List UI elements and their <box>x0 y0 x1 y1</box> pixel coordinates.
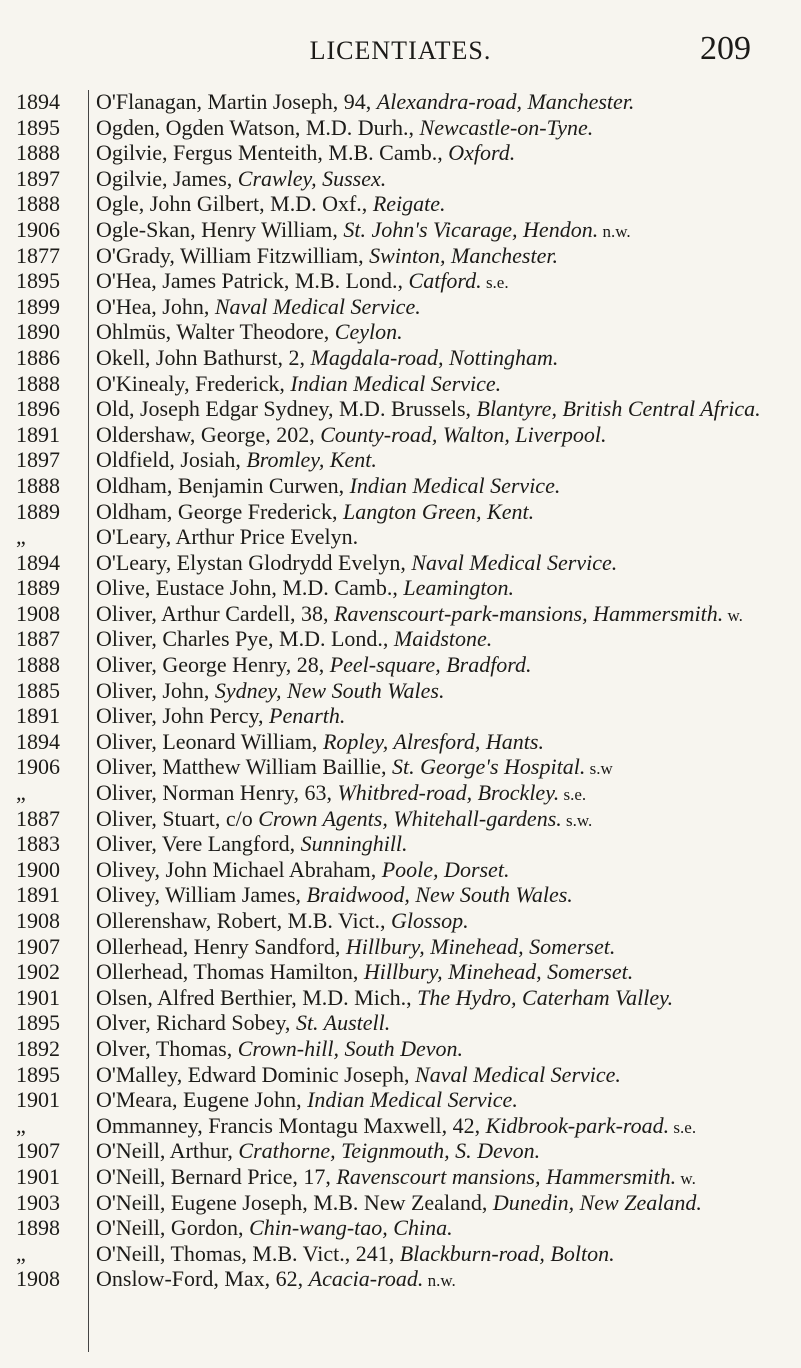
entry-text <box>86 474 766 500</box>
entry-text <box>86 500 766 526</box>
page-number: 209 <box>700 30 751 67</box>
entry-district: w. <box>723 605 743 625</box>
entry-name: Oldfield, Josiah, <box>96 447 247 473</box>
entry-text <box>86 1037 766 1063</box>
entry-address: Blackburn-road, Bolton. <box>399 1240 615 1266</box>
list-item <box>0 858 801 884</box>
entry-address: Sydney, New South Wales. <box>214 677 445 703</box>
entry-year: 1892 <box>16 1035 60 1061</box>
entry-name: Ogle-Skan, Henry William, <box>96 216 344 242</box>
entry-year: 1894 <box>16 728 60 754</box>
entry-text <box>86 935 766 961</box>
entry-name: Olsen, Alfred Berthier, M.D. Mich., <box>96 984 418 1010</box>
entry-year: 1897 <box>16 447 60 473</box>
entry-year: 1887 <box>16 805 60 831</box>
entry-address: Hillbury, Minehead, Somerset. <box>345 933 616 959</box>
entry-address: Braidwood, New South Wales. <box>306 882 573 908</box>
entry-year: 1901 <box>16 1087 60 1113</box>
entry-address: Indian Medical Service. <box>290 370 502 396</box>
entry-address: Ropley, Alresford, Hants. <box>322 728 544 754</box>
entry-text <box>86 1242 766 1268</box>
entry-text <box>86 1191 766 1217</box>
list-item <box>0 883 801 909</box>
entry-year: „ <box>16 524 26 550</box>
list-item <box>0 1165 801 1191</box>
entry-address: Magdala-road, Nottingham. <box>310 344 559 370</box>
entry-text <box>86 627 766 653</box>
list-item <box>0 1088 801 1114</box>
entry-text <box>86 1267 766 1293</box>
entry-text <box>86 397 766 423</box>
entry-address: Poole, Dorset. <box>381 856 510 882</box>
entry-text <box>86 602 766 628</box>
list-item <box>0 807 801 833</box>
list-item <box>0 551 801 577</box>
entry-text <box>86 704 766 730</box>
entry-address: Crathorne, Teignmouth, S. Devon. <box>238 1138 541 1164</box>
entry-year: 1901 <box>16 984 60 1010</box>
entry-address: Crown Agents, Whitehall-gardens. <box>258 805 562 831</box>
entry-address: Oxford. <box>448 140 516 166</box>
entry-name: O'Neill, Arthur, <box>96 1138 239 1164</box>
entry-text <box>86 218 766 244</box>
entry-year: 1898 <box>16 1215 60 1241</box>
entry-name: O'Kinealy, Frederick, <box>96 370 291 396</box>
entry-name: O'Neill, Eugene Joseph, M.B. New Zealand, <box>96 1189 493 1215</box>
entry-name: Olver, Thomas, <box>96 1035 238 1061</box>
entry-year: 1894 <box>16 549 60 575</box>
entry-year: 1885 <box>16 677 60 703</box>
entry-text <box>86 883 766 909</box>
entry-address: Maidstone. <box>393 626 493 652</box>
list-item <box>0 730 801 756</box>
entry-text <box>86 1063 766 1089</box>
entry-text <box>86 1011 766 1037</box>
entry-address: Penarth. <box>269 703 346 729</box>
entry-text <box>86 909 766 935</box>
entry-address: Indian Medical Service. <box>349 472 561 498</box>
entry-year: 1886 <box>16 344 60 370</box>
entry-name: Oliver, Norman Henry, 63, <box>96 780 338 806</box>
list-item <box>0 474 801 500</box>
entry-year: 1887 <box>16 626 60 652</box>
entry-year: 1890 <box>16 319 60 345</box>
entry-district: n.w. <box>423 1271 456 1291</box>
entry-address: St. George's Hospital. <box>392 754 586 780</box>
entry-name: O'Hea, James Patrick, M.B. Lond., <box>96 268 409 294</box>
list-item <box>0 244 801 270</box>
entry-year: 1903 <box>16 1189 60 1215</box>
entry-address: Blantyre, British Central Africa. <box>476 396 761 422</box>
entry-name: Oliver, John Percy, <box>96 703 270 729</box>
entry-year: „ <box>16 1112 26 1138</box>
entry-name: Oliver, George Henry, 28, <box>96 652 330 678</box>
entry-address: Newcastle-on-Tyne. <box>419 114 594 140</box>
entry-year: „ <box>16 1240 26 1266</box>
entry-address: Acacia-road. <box>308 1266 424 1292</box>
entry-address: Leamington. <box>403 575 514 601</box>
entry-name: Ogilvie, Fergus Menteith, M.B. Camb., <box>96 140 449 166</box>
entry-address: Whitbred-road, Brockley. <box>337 780 560 806</box>
list-item <box>0 346 801 372</box>
entry-name: Oliver, Vere Langford, <box>96 831 301 857</box>
entry-address: Alexandra-road, Manchester. <box>376 89 635 114</box>
list-item <box>0 832 801 858</box>
list-item <box>0 653 801 679</box>
entry-year: 1906 <box>16 216 60 242</box>
entry-name: Ollerenshaw, Robert, M.B. Vict., <box>96 908 392 933</box>
entry-text <box>86 1114 766 1140</box>
entry-text <box>86 730 766 756</box>
entry-address: Naval Medical Service. <box>415 1061 621 1087</box>
entry-address: Ravenscourt-park-mansions, Hammersmith. <box>334 600 724 626</box>
entry-district: n.w. <box>598 221 631 241</box>
entry-address: Hillbury, Minehead, Somerset. <box>363 959 634 985</box>
entry-name: Oldham, George Frederick, <box>96 498 344 524</box>
list-item <box>0 500 801 526</box>
entry-address: Naval Medical Service. <box>411 549 618 575</box>
entry-year: 1907 <box>16 933 60 959</box>
entry-year: 1888 <box>16 370 60 396</box>
list-item <box>0 679 801 705</box>
entry-name: Ogilvie, James, <box>96 165 238 191</box>
entry-year: 1908 <box>16 1266 60 1292</box>
list-item <box>0 1114 801 1140</box>
entry-year: 1895 <box>16 268 60 294</box>
entry-year: 1895 <box>16 114 60 140</box>
entry-name: O'Leary, Elystan Glodrydd Evelyn, <box>96 549 412 575</box>
entry-text <box>86 755 766 781</box>
entry-name: Oliver, John, <box>96 677 215 703</box>
entry-year: 1902 <box>16 959 60 985</box>
entry-name: Olivey, John Michael Abraham, <box>96 856 382 882</box>
entry-name: O'Hea, John, <box>96 293 215 319</box>
list-item <box>0 1011 801 1037</box>
entry-text <box>86 679 766 705</box>
entry-address: Bromley, Kent. <box>246 447 377 473</box>
list-item <box>0 602 801 628</box>
list-item <box>0 192 801 218</box>
entry-name: Olver, Richard Sobey, <box>96 1010 296 1036</box>
entry-text <box>86 141 766 167</box>
entry-name: Ogle, John Gilbert, M.D. Oxf., <box>96 191 373 217</box>
entry-name: O'Malley, Edward Dominic Joseph, <box>96 1061 416 1087</box>
entry-address: Chin-wang-tao, China. <box>249 1215 453 1241</box>
entry-text <box>86 781 766 807</box>
list-item <box>0 525 801 551</box>
entry-text <box>86 423 766 449</box>
entry-year: 1883 <box>16 831 60 857</box>
list-item <box>0 167 801 193</box>
entry-district: s.e. <box>669 1117 697 1137</box>
entry-text <box>86 551 766 577</box>
entry-name: Ollerhead, Henry Sandford, <box>96 933 346 959</box>
list-item <box>0 448 801 474</box>
entry-district: s.e. <box>481 273 509 293</box>
entry-text <box>86 192 766 218</box>
entry-text <box>86 269 766 295</box>
entry-address: Crown-hill, South Devon. <box>237 1035 463 1061</box>
entry-name: Oliver, Arthur Cardell, 38, <box>96 600 335 626</box>
entry-address: Naval Medical Service. <box>214 293 421 319</box>
entry-district: s.e. <box>559 785 587 805</box>
list-item <box>0 1139 801 1165</box>
list-item <box>0 935 801 961</box>
entry-name: Oliver, Charles Pye, M.D. Lond., <box>96 626 394 652</box>
list-item <box>0 986 801 1012</box>
entry-address: Glossop. <box>391 908 469 933</box>
list-item <box>0 704 801 730</box>
entry-name: Ohlmüs, Walter Theodore, <box>96 319 335 345</box>
list-item <box>0 1191 801 1217</box>
entry-name: Oliver, Leonard William, <box>96 728 323 754</box>
entry-address: Peel-square, Bradford. <box>329 652 532 678</box>
entry-text <box>86 832 766 858</box>
entry-name: Okell, John Bathurst, 2, <box>96 344 311 370</box>
list-item <box>0 1242 801 1268</box>
entry-address: Reigate. <box>372 191 446 217</box>
entry-name: Oldham, Benjamin Curwen, <box>96 472 350 498</box>
list-item <box>0 755 801 781</box>
list-item <box>0 1216 801 1242</box>
list-item <box>0 423 801 449</box>
entry-name: O'Grady, William Fitzwilliam, <box>96 242 370 268</box>
entry-address: Swinton, Manchester. <box>369 242 558 268</box>
entry-address: County-road, Walton, Liverpool. <box>320 421 607 447</box>
entry-name: O'Flanagan, Martin Joseph, 94, <box>96 89 377 114</box>
entry-text <box>86 986 766 1012</box>
list-item <box>0 909 801 935</box>
entry-address: Ravenscourt mansions, Hammersmith. <box>336 1163 677 1189</box>
entry-text <box>86 525 766 551</box>
entry-name: O'Neill, Thomas, M.B. Vict., 241, <box>96 1240 400 1266</box>
entry-year: 1891 <box>16 703 60 729</box>
entry-year: 1891 <box>16 882 60 908</box>
list-item <box>0 576 801 602</box>
entry-year: 1894 <box>16 89 60 114</box>
entry-address: St. Austell. <box>295 1010 391 1036</box>
entry-name: Ommanney, Francis Montagu Maxwell, 42, <box>96 1112 486 1138</box>
entry-name: Oliver, Matthew William Baillie, <box>96 754 392 780</box>
entry-district: w. <box>676 1168 696 1188</box>
entry-year: 1899 <box>16 293 60 319</box>
entry-text <box>86 1088 766 1114</box>
entry-year: 1888 <box>16 140 60 166</box>
entry-year: 1889 <box>16 498 60 524</box>
entry-text <box>86 576 766 602</box>
entry-year: 1891 <box>16 421 60 447</box>
list-item <box>0 960 801 986</box>
entry-year: 1908 <box>16 908 60 933</box>
list-item <box>0 90 801 116</box>
list-item <box>0 320 801 346</box>
entry-name: O'Neill, Gordon, <box>96 1215 250 1241</box>
entry-text <box>86 320 766 346</box>
entry-address: Kidbrook-park-road. <box>485 1112 670 1138</box>
entry-year: 1897 <box>16 165 60 191</box>
entry-year: 1907 <box>16 1138 60 1164</box>
list-item <box>0 1037 801 1063</box>
entry-text <box>86 116 766 142</box>
list-item <box>0 627 801 653</box>
entry-address: Ceylon. <box>334 319 403 345</box>
entry-year: 1888 <box>16 472 60 498</box>
entry-text <box>86 372 766 398</box>
list-item <box>0 397 801 423</box>
entry-name: O'Neill, Bernard Price, 17, <box>96 1163 337 1189</box>
entry-address: Dunedin, New Zealand. <box>492 1189 702 1215</box>
entry-name: Olivey, William James, <box>96 882 307 908</box>
entry-address: Sunninghill. <box>300 831 408 857</box>
entry-year: 1896 <box>16 396 60 422</box>
page-header <box>0 30 801 68</box>
entry-text <box>86 1216 766 1242</box>
entry-text <box>86 1165 766 1191</box>
entry-address: Crawley, Sussex. <box>237 165 387 191</box>
running-head: LICENTIATES. <box>309 36 492 65</box>
entry-year: 1895 <box>16 1061 60 1087</box>
entry-name: O'Leary, Arthur Price Evelyn. <box>96 524 359 550</box>
list-item <box>0 372 801 398</box>
entry-text <box>86 653 766 679</box>
entry-year: 1888 <box>16 191 60 217</box>
entry-name: Oliver, Stuart, c/o <box>96 805 259 831</box>
entry-year: 1889 <box>16 575 60 601</box>
entry-address: The Hydro, Caterham Valley. <box>417 984 674 1010</box>
list-item <box>0 1267 801 1293</box>
list-item <box>0 218 801 244</box>
entry-name: Olive, Eustace John, M.D. Camb., <box>96 575 404 601</box>
entry-district: s.w <box>585 759 613 779</box>
entry-name: O'Meara, Eugene John, <box>96 1087 308 1113</box>
list-item <box>0 116 801 142</box>
entry-year: 1906 <box>16 754 60 780</box>
entry-year: 1877 <box>16 242 60 268</box>
entry-name: Onslow-Ford, Max, 62, <box>96 1266 309 1292</box>
entry-name: Old, Joseph Edgar Sydney, M.D. Brussels, <box>96 396 477 422</box>
entry-district: s.w. <box>561 810 593 830</box>
entry-year: 1908 <box>16 600 60 626</box>
entry-text <box>86 167 766 193</box>
entry-name: Oldershaw, George, 202, <box>96 421 321 447</box>
list-item <box>0 269 801 295</box>
entry-address: St. John's Vicarage, Hendon. <box>343 216 599 242</box>
entry-year: 1901 <box>16 1163 60 1189</box>
list-item <box>0 295 801 321</box>
list-item <box>0 1063 801 1089</box>
entry-name: Ollerhead, Thomas Hamilton, <box>96 959 364 985</box>
entry-text <box>86 90 766 116</box>
entry-year: „ <box>16 780 26 806</box>
entry-name: Ogden, Ogden Watson, M.D. Durh., <box>96 114 420 140</box>
entry-text <box>86 295 766 321</box>
list-item <box>0 141 801 167</box>
entry-text <box>86 960 766 986</box>
entry-year: 1895 <box>16 1010 60 1036</box>
list-item <box>0 781 801 807</box>
entry-address: Catford. <box>408 268 482 294</box>
entry-address: Indian Medical Service. <box>307 1087 518 1113</box>
licentiate-list <box>0 90 801 1293</box>
entry-text <box>86 448 766 474</box>
entry-text <box>86 346 766 372</box>
entry-year: 1900 <box>16 856 60 882</box>
entry-address: Langton Green, Kent. <box>343 498 535 524</box>
entry-year: 1888 <box>16 652 60 678</box>
entry-text <box>86 807 766 833</box>
entry-text <box>86 1139 766 1165</box>
entry-text <box>86 244 766 270</box>
entry-text <box>86 858 766 884</box>
